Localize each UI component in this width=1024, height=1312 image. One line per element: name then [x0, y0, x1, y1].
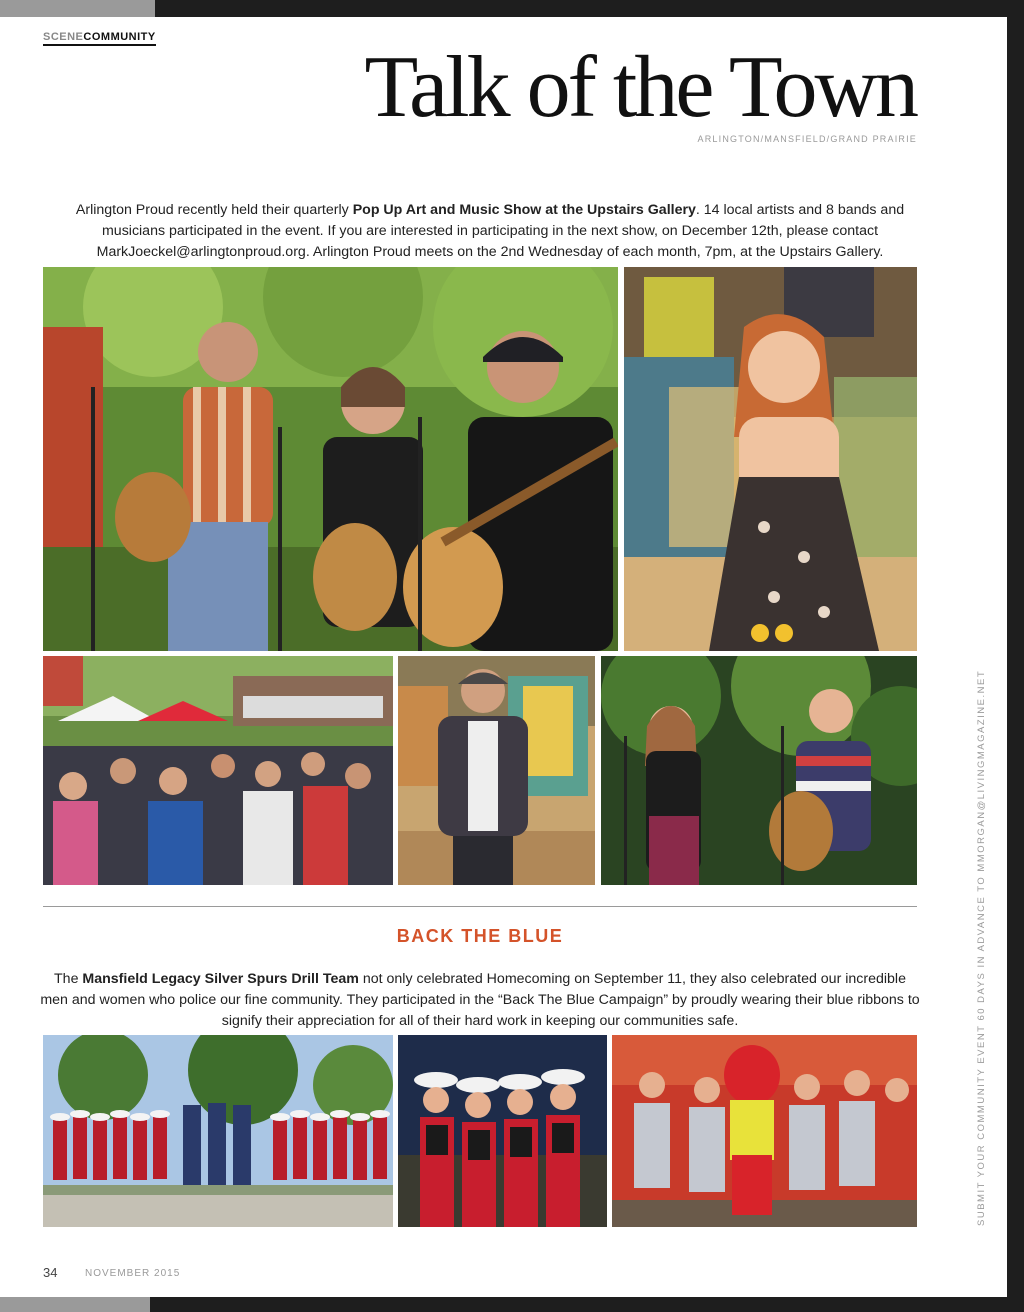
photo-four-dancers	[398, 1035, 607, 1227]
intro-text-end: . 14 local artists and 8 bands and musicians participated in the event. If you are interested in participating in the next show, on December 12th, please contact MarkJoeckel@arlingtonproud.org. Arlington Proud meets on the 2nd Wednesday of each month, 7pm, at the Upstairs Gallery.	[96, 202, 905, 261]
submission-note: SUBMIT YOUR COMMUNITY EVENT 60 DAYS IN ADVANCE TO MMORGAN@LIVINGMAGAZINE.NET	[976, 669, 987, 1226]
photo-two-singers	[601, 656, 917, 885]
photo-drill-team-group	[43, 1035, 393, 1227]
section-label-scene: SCENE	[43, 31, 84, 43]
photo-musicians-trio	[43, 267, 618, 651]
intro-event-name: Pop Up Art and Music Show at the Upstairs Gallery	[352, 202, 696, 219]
page-number: 34	[43, 1265, 58, 1280]
frame-bottom-black	[150, 1297, 1024, 1312]
issue-date: NOVEMBER 2015	[85, 1268, 181, 1279]
frame-top-black	[155, 0, 1024, 17]
frame-right	[1007, 0, 1024, 1312]
intro-text-start: Arlington Proud recently held their quarterly	[75, 202, 353, 219]
section-label-community: COMMUNITY	[83, 31, 156, 43]
intro-paragraph	[45, 200, 935, 263]
page-title: Talk of the Town	[364, 39, 916, 136]
section-divider	[43, 906, 917, 907]
photo-dancers-with-mascot	[612, 1035, 917, 1227]
back-the-blue-text-end: not only celebrated Homecoming on September 11, they also celebrated our incredible men and women who police our fine community. They participated in the “Back The Blue Campaign” by proudly wearing their blue ribbons to signify their appreciation for all of their hard work in keeping our communities safe.	[40, 971, 920, 1030]
page-subtitle: ARLINGTON/MANSFIELD/GRAND PRAIRIE	[697, 134, 917, 144]
frame-bottom-gray	[0, 1297, 150, 1312]
frame-top-gray	[0, 0, 155, 17]
back-the-blue-paragraph	[40, 969, 920, 1032]
photo-woman-laughing	[624, 267, 917, 651]
section-heading-back-the-blue: BACK THE BLUE	[396, 926, 564, 946]
photo-seated-crowd	[43, 656, 393, 885]
section-label	[43, 31, 156, 46]
back-the-blue-text-start: The	[54, 971, 83, 988]
photo-man-in-hat	[398, 656, 595, 885]
drill-team-name: Mansfield Legacy Silver Spurs Drill Team	[82, 971, 359, 988]
